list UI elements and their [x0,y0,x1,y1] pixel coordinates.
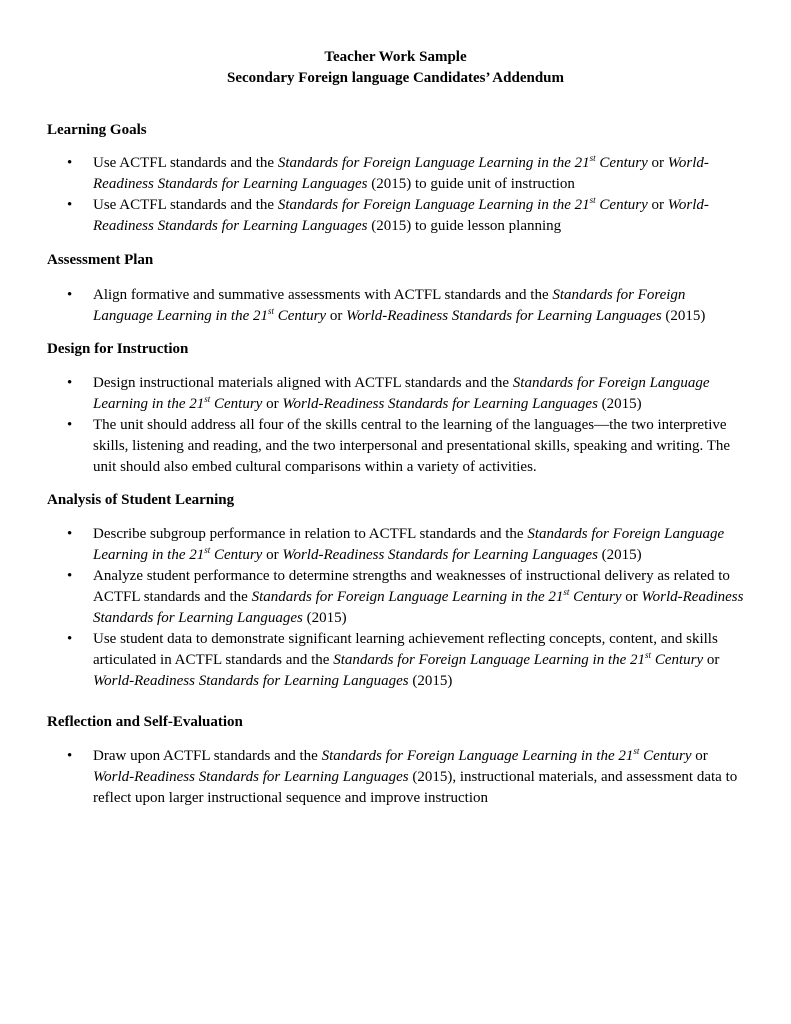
bullet-icon: • [67,526,73,542]
list-item: • Use student data to demonstrate significant learning achievement reflecting concepts, content, and skills articulated in ACTFL standards and the Standards for Foreign Language Learning in the 21st Century or World-Readiness Standards for Learning Languages (2015) [67,631,720,689]
title-line-2: Secondary Foreign language Candidates’ Addendum [227,70,564,86]
bullet-icon: • [67,375,73,391]
list-item: • Use ACTFL standards and the Standards for Foreign Language Learning in the 21st Century or World-Readiness Standards for Learning Languages (2015) to guide unit of instruction [67,153,709,192]
bullet-icon: • [67,748,73,764]
reflection-list [47,746,747,809]
bullet-icon: • [67,631,73,647]
section-heading-reflection: Reflection and Self-Evaluation [47,714,243,730]
analysis-of-student-learning-list [47,524,747,692]
list-item: • Describe subgroup performance in relation to ACTFL standards and the Standards for Foreign Language Learning in the 21st Century or World-Readiness Standards for Learning Languages (2015) [67,526,725,563]
list-item: • Draw upon ACTFL standards and the Standards for Foreign Language Learning in the 21st Century or World-Readiness Standards for Learning Languages (2015), instructional materials, and assessment data to reflect upon larger instructional sequence and improve instruction [67,746,738,806]
learning-goals-list [47,153,747,237]
section-heading-design-for-instruction: Design for Instruction [47,341,189,357]
list-item: • Design instructional materials aligned with ACTFL standards and the Standards for Foreign Language Learning in the 21st Century or World-Readiness Standards for Learning Languages (2015) [67,375,710,412]
section-heading-assessment-plan: Assessment Plan [47,252,154,268]
title-line-1: Teacher Work Sample [324,49,467,65]
section-heading-learning-goals: Learning Goals [47,122,147,138]
list-item: • Analyze student performance to determine strengths and weaknesses of instructional delivery as related to ACTFL standards and the Standards for Foreign Language Learning in the 21st Century or World-Readiness Standards for Learning Languages (2015) [67,568,744,626]
design-for-instruction-list [47,373,747,478]
section-heading-analysis-of-student-learning: Analysis of Student Learning [47,492,235,508]
bullet-icon: • [67,155,73,171]
bullet-icon: • [67,197,73,213]
bullet-icon: • [67,568,73,584]
document-title [0,47,791,89]
bullet-icon: • [67,287,73,303]
assessment-plan-list [47,285,747,327]
bullet-icon: • [67,417,73,433]
list-item: • Use ACTFL standards and the Standards for Foreign Language Learning in the 21st Century or World-Readiness Standards for Learning Languages (2015) to guide lesson planning [67,195,709,234]
list-item: • Align formative and summative assessments with ACTFL standards and the Standards for Foreign Language Learning in the 21st Century or World-Readiness Standards for Learning Languages (2015) [67,287,706,324]
list-item: • The unit should address all four of the skills central to the learning of the languages—the two interpretive skills, listening and reading, and the two interpersonal and presentational skills, speaking and writing. The unit should also embed cultural comparisons within a variety of activities. [67,417,731,475]
